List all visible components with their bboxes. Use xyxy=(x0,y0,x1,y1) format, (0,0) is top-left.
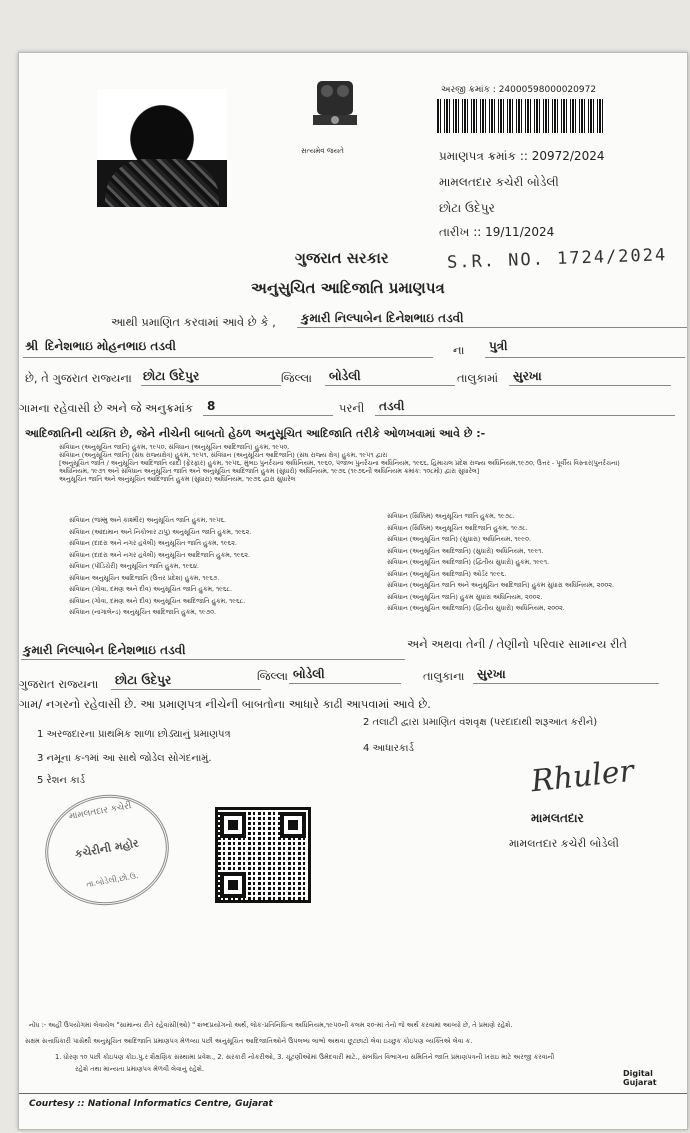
parni-label: પરની xyxy=(339,401,365,415)
doc-item: 3 નમૂના ક-૧માં આ સાથે જોડેલ સોગંદનામું. xyxy=(37,753,212,764)
certificate-paper xyxy=(18,52,688,1130)
village-text: ગામના રહેવાસી છે અને જે અનુક્રમાંક xyxy=(19,401,194,415)
office-seal xyxy=(36,785,177,915)
district-name: છોટા ઉદેપુર xyxy=(439,201,495,215)
order-item: સંવિધાન (જમ્મુ અને કાશ્મીર) અનુસૂચિત જાતિ હુકમ, ૧૯૫૬. xyxy=(69,516,226,524)
act-list xyxy=(59,443,679,483)
qr-code xyxy=(215,807,311,903)
district-value-2: છોટા ઉદેપુર xyxy=(115,673,172,687)
order-item: સંવિધાન (દાદરા અને નગર હવેલી) અનુસૂચિત આદિજાતિ હુકમ, ૧૯૬૨. xyxy=(69,550,251,559)
doc-item: 1 અરજદારના પ્રાથમિક શાળા છોડ્યાનું પ્રમાણપત્ર xyxy=(37,729,231,740)
signature: Rhuler xyxy=(529,753,636,800)
tribe-statement: આદિજાતિની વ્યક્તિ છે, જેને નીચેની બાબતો હેઠળ અનુસૂચિત આદિજાતિ તરીકે ઓળખવામાં આવે છે :- xyxy=(25,427,486,440)
order-item: સંવિધાન (અનુસૂચિત જાતિ અને અનુસૂચિત આદિજાતિ) હુકમ સુધારા અધિનિયમ, ૨૦૦૨. xyxy=(387,581,615,589)
jilla-value: બોડેલી xyxy=(329,369,361,383)
act-line: અધિનિયમ, ૧૯૭૧ અને સંવિધાન અનુસૂચિત જાતિ અને અનુસૂચિત આદિજાતિ હુકમ (સુધારો) અધિનિયમ, ૧૯૭૬ (૧૯૭૬ની અધિનિયમ ક્રમાંક: ૧૦૮મો) દ્વારા સુધારેલ] xyxy=(59,467,480,475)
application-number: અરજી ક્રમાંક : 24000598000020972 xyxy=(441,85,597,95)
doc-item: 4 આધારકાર્ડ xyxy=(363,743,414,754)
certify-text: આથી પ્રમાણિત કરવામાં આવે છે કે , xyxy=(111,315,276,329)
district-value: છોટા ઉદેપુર xyxy=(143,369,200,383)
act-line: અનુસૂચિત જાતિ અને અનુસૂચિત આદિજાતિ હુકમ (સુધારા) અધિનિયમ, ૧૯૭૬ દ્વારા સુધારેલ xyxy=(59,475,296,483)
state-text: છે, તે ગુજરાત રાજ્યના xyxy=(25,371,132,385)
signatory-office: મામલતદાર કચેરી બોડેલી xyxy=(509,837,619,850)
jilla-label: જિલ્લા xyxy=(281,371,312,385)
applicant-name: કુમારી નિલ્પાબેન દિનેશભાઇ તડવી xyxy=(301,311,464,325)
family-text: અને અથવા તેની / તેણીનો પરિવાર સામાન્ય રીતે xyxy=(407,637,628,651)
father-name: દિનેશભાઇ મોહનભાઇ તડવી xyxy=(45,339,176,353)
seal-top-text: મામલતદાર કચેરી xyxy=(68,801,133,823)
father-prefix: શ્રી xyxy=(25,339,39,353)
taluka-value-2: સુરખા xyxy=(477,667,506,681)
handwritten-sr-number: S.R. NO. 1724/2024 xyxy=(446,245,668,273)
order-item: સંવિધાન અનુસૂચિત આદિજાતિ (ઉત્તર પ્રદેશ) હુકમ, ૧૯૬૭. xyxy=(69,573,220,582)
doc-item: 5 રેશન કાર્ડ xyxy=(37,775,86,786)
government-heading: ગુજરાત સરકાર xyxy=(295,249,389,267)
taluka-label-2: તાલુકાના xyxy=(423,669,465,683)
state-text-2: ગુજરાત રાજ્યના xyxy=(19,677,99,691)
order-item: સંવિધાન (આંદામાન અને નિકોબાર ટાપુ) અનુસૂચિત જાતિ હુકમ, ૧૯૬૨. xyxy=(69,527,252,536)
emblem-motto: સત્યમેવ જયતે xyxy=(301,147,344,155)
jilla-label-2: જિલ્લા xyxy=(257,669,288,683)
note-text-3: 1. ધોરણ ૧૦ પછી કોઇપણ કોઇ.પુ.ર શૈક્ષણિક સંસ્થામાં પ્રવેશ., 2. સરકારી નોકરીઓ, 3. ચૂંટણીઓમાં ઉમેદવારી માટે., સંબંધિત વિભાગના સમિતિને જાતિ પ્રમાણપત્રની ખરાઇ માટે અરજી કરવાની xyxy=(55,1053,555,1061)
order-item: સંવિધાન (સિક્કિમ) અનુસૂચિત જાતિ હુકમ, ૧૯૭૮. xyxy=(387,512,515,520)
order-item: સંવિધાન (અનુસૂચિત આદિજાતિ) ઓર્ડર ૧૯૯૬. xyxy=(387,569,507,578)
digital-gujarat-label: Digital Gujarat xyxy=(623,1069,657,1087)
signatory-title: મામલતદાર xyxy=(531,811,584,825)
courtesy-text: Courtesy :: National Informatics Centre, Gujarat xyxy=(29,1099,273,1109)
act-line: [અનુસૂચિત જાતિ / અનુસૂચિત આદિજાતિ યાદી (ફેરફાર) હુકમ, ૧૯૫૬, મુંબઇ પુનર્રચના અધિનિયમ, ૧૯૬૦, પંજાબ પુનર્રચના અધિનિયમ, ૧૯૬૬, હિમાચલ પ્રદેશ રાજ્ય અધિનિયમ,૧૯૭૦, ઉત્તર - પૂર્વીય વિસ્તાર(પુનર્રચના) xyxy=(59,459,620,467)
act-line: સંવિધાન (અનુસૂચિત જાતિ) (સંઘ રાજ્યક્ષેત્ર) હુકમ, ૧૯૫૧, સંવિધાન (અનુસૂચિત આદિજાતિ) (સંઘ રાજ્ય ક્ષેત્ર) હુકમ, ૧૯૫૧ દ્વારા xyxy=(59,451,388,459)
order-item: સંવિધાન (અનુસૂચિત આદિજાતિ) (સુધારો) અધિનિયમ, ૧૯૯૧. xyxy=(387,546,544,555)
seal-center-text: કચેરીની મહોર xyxy=(73,836,140,861)
note-text-4: રહેશે તથા માન્યતા પ્રમાણપત્ર મેળવી લેવાનું રહેશે. xyxy=(75,1065,205,1073)
order-item: સંવિધાન (અનુસૂચિત જાતિ) હુકમ સુધારા અધિનિયમ, ૨૦૦૨. xyxy=(387,592,543,601)
applicant-photo xyxy=(97,89,227,207)
order-item: સંવિધાન (અનુસૂચિત જાતિ) (સુધારા) અધિનિયમ, ૧૯૯૦. xyxy=(387,535,531,543)
orders-left xyxy=(69,515,389,619)
ashoka-emblem-icon xyxy=(303,75,367,145)
order-item: સંવિધાન (અનુસૂચિત આદિજાતિ) (દ્વિતીય સુધારો) અધિનિયમ, ૨૦૦૨. xyxy=(387,604,565,612)
order-item: સંવિધાન (ગોવા, દમણ અને દીવ) અનુસૂચિત જાતિ હુકમ, ૧૯૬૮. xyxy=(69,585,233,593)
tribe-value: તડવી xyxy=(379,399,405,413)
serial-value: 8 xyxy=(207,399,216,413)
relation-value: પુત્રી xyxy=(489,339,508,353)
issue-date: તારીખ :: 19/11/2024 xyxy=(439,225,555,239)
taluka-value: સુરખા xyxy=(513,369,542,383)
applicant-name-2: કુમારી નિલ્પાબેન દિનેશભાઇ તડવી xyxy=(23,643,186,657)
order-item: સંવિધાન (સિક્કિમ) અનુસૂચિત આદિજાતિ હુકમ, ૧૯૭૮. xyxy=(387,523,528,532)
na-label: ના xyxy=(453,343,465,357)
barcode xyxy=(437,99,605,133)
doc-item: 2 તલાટી દ્વારા પ્રમાણિત વંશવૃક્ષ (પરદાદાથી શરૂઆત કરીને) xyxy=(363,717,598,728)
office-name: મામલતદાર કચેરી બોડેલી xyxy=(439,175,559,189)
jilla-value-2: બોડેલી xyxy=(293,667,325,681)
order-item: સંવિધાન (નાગાલેન્ડ) અનુસૂચિત આદિજાતિ હુકમ, ૧૯૭૦. xyxy=(69,608,217,616)
taluka-label: તાલુકામાં xyxy=(457,371,499,385)
certificate-number: પ્રમાણપત્ર ક્રમાંક :: 20972/2024 xyxy=(439,149,605,163)
seal-bottom-text: તા.બોડેલી,છો.ઉ. xyxy=(85,871,140,890)
village-text-2: ગામ/ નગરનો રહેવાસી છે. આ પ્રમાણપત્ર નીચેની બાબતોના આધારે કાઢી આપવામાં આવે છે. xyxy=(19,697,431,711)
note-text-2: સક્ષમ સત્તાધિકારી પાસેથી અનુસૂચિત આદિજાતિ પ્રમાણપત્ર મેળવ્યા પછી અનુસૂચિત આદિજાતિઓને ઉપલબ્ધ લાભો અથવા છૂટછાટો લેવા ઇચ્છુક કોઇપણ વ્યક્તિએ લેવા ક. xyxy=(25,1037,473,1045)
note-text: નોંધ :- અહીં ઉપયોગમાં લેવાયેલ "સામાન્ય રીતે રહેવાસી(ઓ) " શબ્દપ્રયોગનો અર્થ, લોક-પ્રતિનિધિત્વ અધિનિયમ,૧૯૫૦ની કલમ ૨૦-માં તેનો જે અર્થ કરવામાં આવ્યો છે, તે પ્રમાણે રહેશે. xyxy=(29,1021,513,1029)
order-item: સંવિધાન (પોંડિચેરી) અનુસૂચિત જાતિ હુકમ, ૧૯૬૪. xyxy=(69,562,199,570)
order-item: સંવિધાન (અનુસૂચિત આદિજાતિ) (દ્વિતીય સુધારો) હુકમ, ૧૯૯૧. xyxy=(387,558,549,566)
order-item: સંવિધાન (ગોવા, દમણ અને દીવ) અનુસૂચિત આદિજાતિ હુકમ, ૧૯૬૮. xyxy=(69,596,246,605)
act-line: સંવિધાન (અનુસૂચિત જાતિ) હુકમ, ૧૯૫૦, સંવિધાન (અનુસૂચિત આદિજાતિ) હુકમ, ૧૯૫૦, xyxy=(59,443,290,451)
order-item: સંવિધાન (દાદરા અને નગર હવેલી) અનુસૂચિત જાતિ હુકમ, ૧૯૬૨. xyxy=(69,539,237,547)
orders-right xyxy=(387,511,677,615)
certificate-title: અનુસુચિત આદિજાતિ પ્રમાણપત્ર xyxy=(251,279,445,297)
